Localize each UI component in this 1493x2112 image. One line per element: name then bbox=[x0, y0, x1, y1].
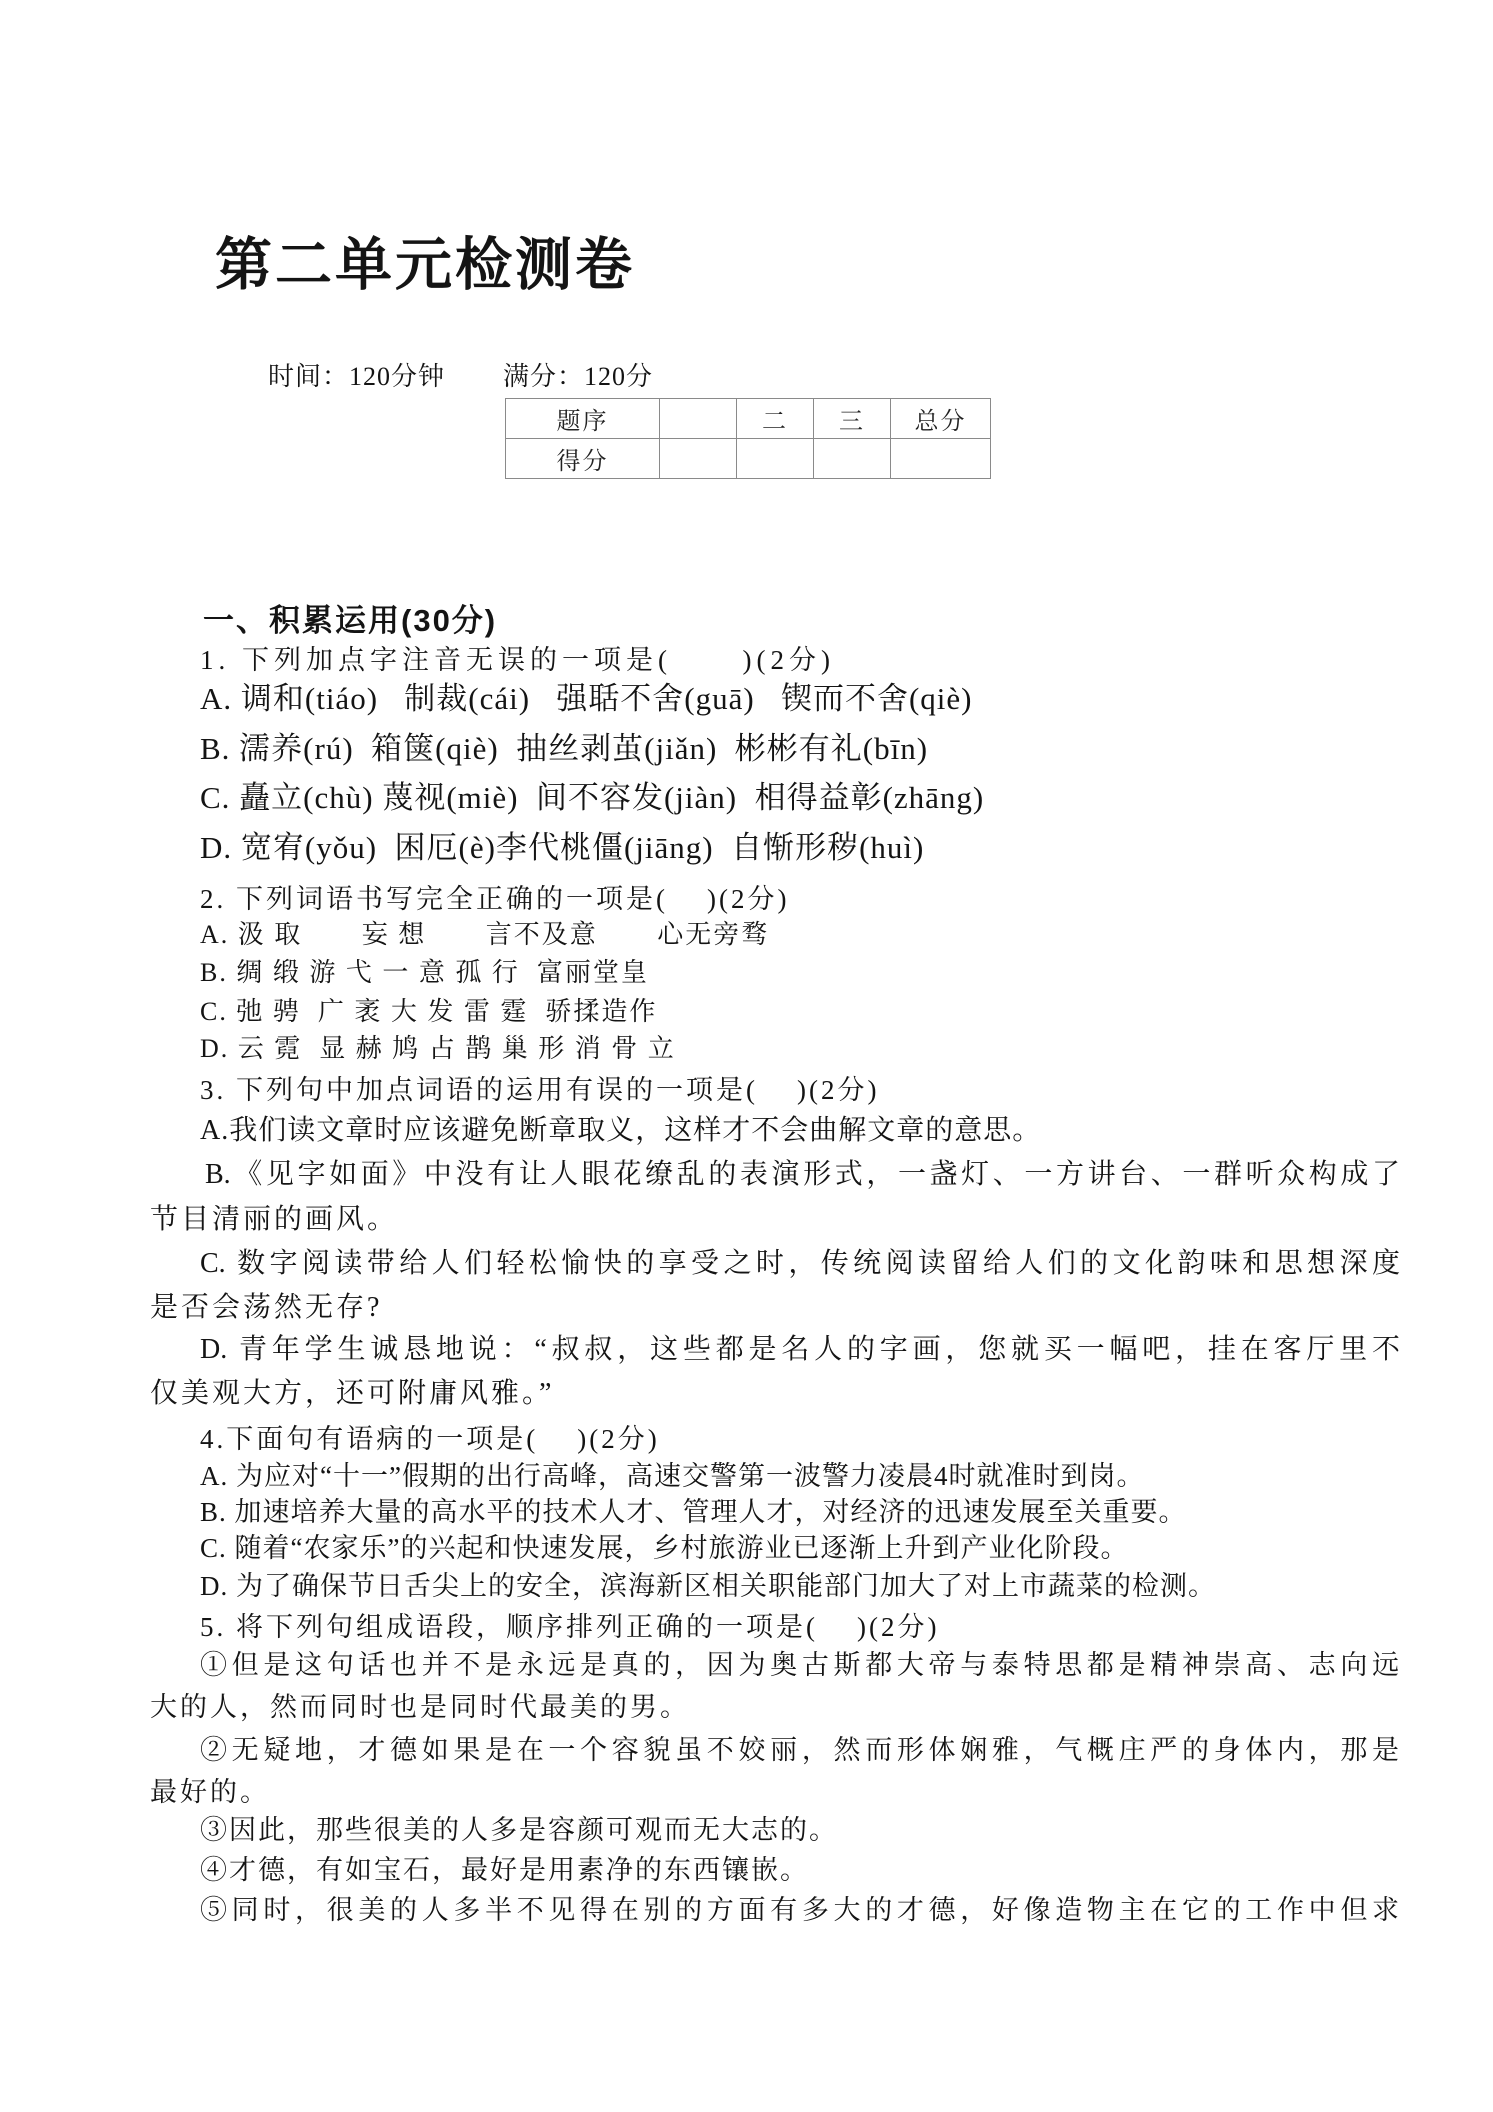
score-table-cell-score-total bbox=[891, 439, 991, 479]
q3-option-c-line-1: C. 数字阅读带给人们轻松愉快的享受之时，传统阅读留给人们的文化韵味和思想深度 bbox=[200, 1248, 1400, 1279]
q4-option-a: A. 为应对“十一”假期的出行高峰，高速交警第一波警力凌晨4时就准时到岗。 bbox=[200, 1461, 1145, 1491]
q5-stem: 5. 将下列句组成语段，顺序排列正确的一项是( )(2分) bbox=[200, 1612, 940, 1642]
q1-option-a: A. 调和(tiáo) 制裁(cái) 强聒不舍(guā) 锲而不舍(qiè) bbox=[200, 681, 973, 716]
exam-time-label: 时间：120分钟 bbox=[268, 362, 446, 391]
score-table-cell-score-3 bbox=[814, 439, 891, 479]
q3-option-a: A.我们读文章时应该避免断章取义，这样才不会曲解文章的意思。 bbox=[200, 1115, 1042, 1146]
q2-stem: 2. 下列词语书写完全正确的一项是( )(2分) bbox=[200, 884, 790, 914]
q5-sentence-1-line-1: ①但是这句话也并不是永远是真的，因为奥古斯都大帝与泰特思都是精神崇高、志向远 bbox=[200, 1650, 1400, 1680]
score-table-cell-three: 三 bbox=[814, 399, 891, 439]
q1-option-b: B. 濡养(rú) 箱箧(qiè) 抽丝剥茧(jiǎn) 彬彬有礼(bīn) bbox=[200, 731, 929, 766]
score-table-cell-label: 题序 bbox=[506, 399, 660, 439]
q1-stem: 1. 下列加点字注音无误的一项是( )(2分) bbox=[200, 645, 835, 675]
score-table-cell-score-label: 得分 bbox=[506, 439, 660, 479]
q5-sentence-3: ③因此，那些很美的人多是容颜可观而无大志的。 bbox=[200, 1815, 838, 1845]
score-table bbox=[505, 398, 991, 479]
score-table-cell-total: 总分 bbox=[891, 399, 991, 439]
q1-option-d: D. 宽宥(yǒu) 困厄(è)李代桃僵(jiāng) 自惭形秽(huì) bbox=[200, 830, 925, 865]
q3-option-b-line-1: B.《见字如面》中没有让人眼花缭乱的表演形式，一盏灯、一方讲台、一群听众构成了 bbox=[205, 1159, 1400, 1190]
section-1-heading: 一、积累运用(30分) bbox=[203, 603, 498, 638]
q5-sentence-1-line-2: 大的人，然而同时也是同时代最美的男。 bbox=[150, 1692, 690, 1722]
q4-option-c: C. 随着“农家乐”的兴起和快速发展，乡村旅游业已逐渐上升到产业化阶段。 bbox=[200, 1533, 1129, 1563]
q4-option-b: B. 加速培养大量的高水平的技术人才、管理人才，对经济的迅速发展至关重要。 bbox=[200, 1497, 1187, 1527]
q5-sentence-5: ⑤同时，很美的人多半不见得在别的方面有多大的才德，好像造物主在它的工作中但求 bbox=[200, 1895, 1400, 1925]
score-table-cell-one bbox=[660, 399, 737, 439]
score-table-cell-score-2 bbox=[737, 439, 814, 479]
q5-sentence-2-line-1: ②无疑地，才德如果是在一个容貌虽不姣丽，然而形体娴雅，气概庄严的身体内，那是 bbox=[200, 1735, 1400, 1765]
exam-full-score-label: 满分：120分 bbox=[503, 362, 654, 391]
q2-option-a: A. 汲 取 妄 想 言不及意 心无旁骛 bbox=[200, 920, 770, 949]
q2-option-d: D. 云 霓 显 赫 鸠 占 鹊 巢 形 消 骨 立 bbox=[200, 1034, 676, 1063]
exam-title: 第二单元检测卷 bbox=[215, 234, 635, 297]
score-table-score-row bbox=[506, 439, 991, 479]
q1-option-c: C. 矗立(chù) 蔑视(miè) 间不容发(jiàn) 相得益彰(zhāng) bbox=[200, 780, 985, 815]
score-table-cell-score-1 bbox=[660, 439, 737, 479]
q2-option-c: C. 弛 骋 广 袤 大 发 雷 霆 骄揉造作 bbox=[200, 997, 658, 1026]
q3-stem: 3. 下列句中加点词语的运用有误的一项是( )(2分) bbox=[200, 1075, 880, 1105]
score-table-header-row bbox=[506, 399, 991, 439]
q5-sentence-2-line-2: 最好的。 bbox=[150, 1777, 270, 1807]
score-table-cell-two: 二 bbox=[737, 399, 814, 439]
q4-option-d: D. 为了确保节日舌尖上的安全，滨海新区相关职能部门加大了对上市蔬菜的检测。 bbox=[200, 1571, 1216, 1601]
q3-option-b-line-2: 节目清丽的画风。 bbox=[150, 1204, 399, 1235]
q2-option-b: B. 绸 缎 游 弋 一 意 孤 行 富丽堂皇 bbox=[200, 958, 649, 987]
q5-sentence-4: ④才德，有如宝石，最好是用素净的东西镶嵌。 bbox=[200, 1855, 809, 1885]
q3-option-d-line-2: 仅美观大方，还可附庸风雅。” bbox=[150, 1378, 555, 1409]
q3-option-c-line-2: 是否会荡然无存? bbox=[150, 1292, 383, 1323]
q3-option-d-line-1: D. 青年学生诚恳地说：“叔叔，这些都是名人的字画，您就买一幅吧，挂在客厅里不 bbox=[200, 1334, 1400, 1365]
q4-stem: 4.下面句有语病的一项是( )(2分) bbox=[200, 1424, 660, 1454]
